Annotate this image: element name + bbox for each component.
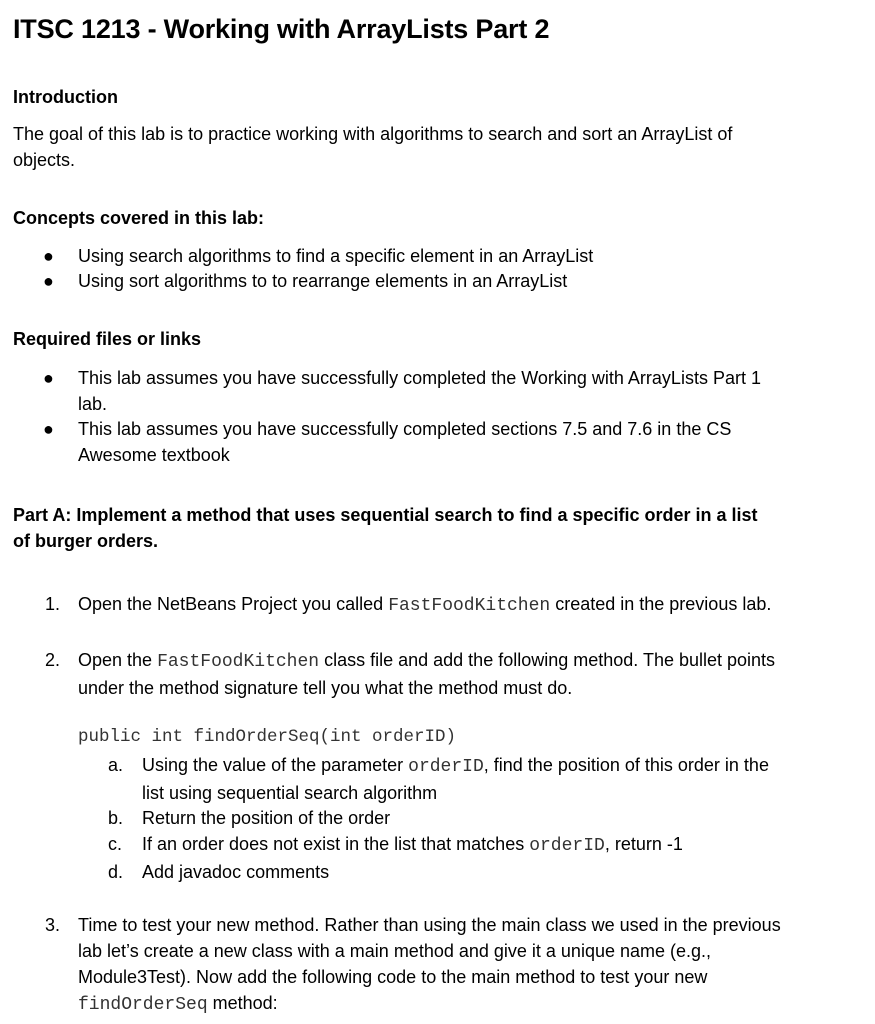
parameter-code: orderID [529,836,605,856]
bullet-icon: ● [43,368,54,388]
introduction-text [13,121,853,173]
document-page: ITSC 1213 - Working with ArrayLists Part 2 Introduction The goal of this lab is to practice working with algorithms to search and sort an ArrayList of objects. Concepts covered in this lab: ● Using search algorithms to find a specific element in an ArrayList ● Using sort algorithms to to rearrange elements in an ArrayList Required files or links ● This lab assumes you have successfully completed the Working with ArrayLists Part 1 lab. ● This lab assumes you have successfully completed sections 7.5 and 7.6 in the CS Awesome textbook Part A: Implement a method that uses sequential search to find a specific order in a list of burger orders. 1. Open the NetBeans Project you called FastFoodKitchen created in the previous lab. 2. Open the FastFoodKitchen class file and add the following method. The bullet points under the method signature tell you what the method must do. public int findOrderSeq(int orderID) a. Using the value of the parameter orderID, find the position of this order in the list using sequential search algorithm b. Return the position of the order c. If an order does not exist in the list that matches orderID, return -1 d. Add javadoc comments 3. Time to test your new method. Rather than using the main class we used in the previous lab let’s create a new class with a main method and give it a unique name (e.g., Module3Test). Now add the following code to the main method to test your new findOrderSeq method: [0,0,875,1024]
introduction-line-1: The goal of this lab is to practice working with algorithms to search and sort an ArrayList of [13,124,733,144]
bullet-icon: ● [43,419,54,439]
class-name-code: FastFoodKitchen [388,596,551,616]
part-a-heading: Part A: Implement a method that uses sequential search to find a specific order in a list of burger orders. [13,505,758,551]
class-name-code: FastFoodKitchen [157,652,320,672]
parameter-code: orderID [408,757,484,777]
concepts-heading: Concepts covered in this lab: [13,208,265,228]
introduction-heading: Introduction [13,87,118,107]
bullet-icon: ● [43,246,54,266]
introduction-line-2: objects. [13,150,76,170]
method-name-code: findOrderSeq [78,995,208,1015]
bullet-icon: ● [43,271,54,291]
page-title: ITSC 1213 - Working with ArrayLists Part 2 [13,14,550,44]
method-signature-code: public int findOrderSeq(int orderID) [78,727,457,747]
required-files-heading: Required files or links [13,329,202,349]
